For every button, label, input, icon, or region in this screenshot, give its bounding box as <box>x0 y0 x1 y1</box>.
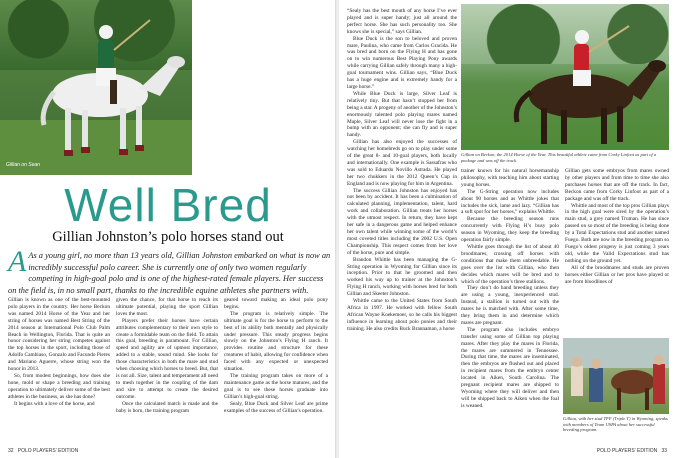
paragraph: Whittle goes through the list of about 40 broodmares, crossing off horses with conditions that make them unbreedable. He goes over the list with Gillian, who then decides which mares will be bred and to which of the operation’s three stallions. <box>461 243 559 285</box>
right-publication-name: POLO PLAYERS’ EDITION <box>596 448 658 454</box>
paragraph: “Sealy has the best mouth of any horse I’ve ever played and is super handy; just all around the perfect horse. She has such personality too. She knows she is special,” says Gillian. <box>347 8 457 35</box>
paragraph: Whittle and most of the top pros Gillian plays in the high goal were sired by the operation’s main stud, a grey named Truman. He has since passed on so most of the breeding is being done by a Total Expectations stud and another named Fuego. Both are now in the breeding program so Fuego’s oldest progeny is just coming 3 years old, while the Valid Expectations stud has nothing on the ground yet. <box>565 202 669 264</box>
paragraph: Whittle came to the United States from South Africa in 1997. He worked with fellow South African Wayne Koekemoer, so he calls his biggest influence in learning about polo ponies and their training. He also credits Buck Brannaman, a horse <box>347 298 457 332</box>
right-column-2 <box>461 168 559 410</box>
paragraph: given the chance, for that horse to reach its ultimate potential, playing the sport Gillian loves the most. <box>116 297 218 317</box>
drop-cap: A <box>8 245 27 278</box>
paragraph: The G-String operation now includes about 90 horses and as Whittle jokes that includes the sick, lame and lazy. “Gillian has a soft spot for her horses,” explains Whittle. <box>461 188 559 216</box>
article-subhead: Gillian Johnston’s polo horses stand out <box>52 229 284 245</box>
hero-photo <box>0 0 192 175</box>
paragraph: Once the calculated match is made and the baby is born, the training program <box>116 400 218 414</box>
left-column-2 <box>116 297 218 414</box>
right-page-number: 33 <box>661 448 667 454</box>
paragraph: The program is relatively simple. The ultimate goal is for the horse to perform to the best of its ability both mentally and physically under pressure. This steady progress begins slowly on the Johnston’s Flying H ranch. It provides routine and structure for these creatures of habit, allowing for confidence when faced with any expected or unexpected situation. <box>224 310 328 373</box>
paragraph: The training program takes on more of a maintenance game as the horse matures, and the goal is to see these horses graduate into Gillian’s high-goal string. <box>224 372 328 400</box>
beckon-photo <box>461 4 669 150</box>
paragraph: While Blue Duck is large, Silver Leaf is relatively tiny. But that hasn’t stopped her from being a star. A progeny of another of the Johnston’s enormously talented polo playing mares named Maple, Silver Leaf will never lose the fight in a bump with an opponent; she can fly and is super handy. <box>347 90 457 139</box>
paragraph: Because the breeding season runs concurrently with Flying H’s busy polo season in Wyoming, they keep the breeding operation fairly simple. <box>461 216 559 244</box>
paragraph: Gillian gets some embryos from mares owned by other players and from time to time she also purchases horses that are off the track. In fact, Beckon came from Corky Linfoot as part of a package and was off the track. <box>565 168 669 202</box>
paragraph: They don’t do hand breeding unless they are using a young, inexperienced stud. Instead, a stallion is turned out with the mares he is matched with. After some time, they bring them in and determine which mares are pregnant. <box>461 285 559 326</box>
left-column-1 <box>8 297 110 414</box>
right-column-3 <box>565 168 669 333</box>
paragraph: Gillian has also enjoyed the successes of watching her homebreds go on to play under some of the great 8- and 10-goal players, both locally and internationally. One example is Sassafras who was sold to Eduardo Novillo Astrada. He played her two chukkers in the 2012 Queen’s Cup in England and is now playing for him in Argentina. <box>347 139 457 187</box>
stud-photo <box>563 338 669 414</box>
right-page <box>339 0 675 458</box>
article-deck <box>8 245 332 296</box>
left-page-number: 32 <box>8 448 14 454</box>
paragraph: It begins with a love of the horse, and <box>14 400 95 407</box>
left-column-3 <box>224 297 328 414</box>
paragraph: Brandon Whittle has been managing the G-String operation in Wyoming for Gillian since its inception. Prior to that he groomed and then worked his way up to trainer at the Johnston’s Flying H ranch, working with horses bred for both Gillian and Skeeter Johnston. <box>347 256 457 298</box>
paragraph: Blue Duck is the son to beloved and proven mare, Paulina, who came from Carlos Gracida. He was bred and born on the Flying H and has gone on to win numerous Best Playing Pony awards while carrying Gillian safely through many a high-goal tournament wins. Gillian says, “Blue Duck has a huge engine and is extremely handy for a large horse.” <box>347 35 457 90</box>
right-body-column-1 <box>347 8 457 333</box>
left-body-columns <box>8 297 330 414</box>
left-folio <box>8 448 78 454</box>
paragraph: Players prefer their horses have certain attributes complementary to their own style to create a formidable team on the field. To attain this goal, breeding is paramount. For Gillian, speed and agility are of upmost importance, added to a stable, sound mind. She looks for those characteristics in both the mare and stud when choosing which horses to breed. But, that is not all. Size, talent and temperament all need to mesh together in the coupling of the dam and sire to attempt to create the desired outcome. <box>116 317 218 400</box>
paragraph: Gillian is known as one of the best-mounted polo players in the country. Her horse Beckon was named 2014 Horse of the Year and her string of horses was named Best String of the 2014 season at International Polo Club Palm Beach in Wellington, Florida. That is quite an honor considering her string competes against the top horses in the sport, including those of Adolfo Cambiaso, Gonzalo and Facundo Pieres and Mariano Aguerre, whose string won the honor in 2013. <box>8 297 110 373</box>
paragraph: The program also includes embryo transfer using some of Gillian top playing mares. After they play the mares in Florida, the mares are summered in Tennessee. During that time, the mares are inseminated, then the embryos are flushed out and placed in recipient mares from the embryo center located in Aiken, South Carolina. The pregnant recipient mares are shipped to Wyoming where they will deliver and then will be shipped back to Aiken when the foal is weaned. <box>461 326 559 409</box>
right-column-1 <box>347 8 457 333</box>
bottom-photo-caption: Gillian, with her stud TFF (Triple T) in Wyoming, speaks with members of Team USPA about her successful breeding program. <box>563 416 668 433</box>
paragraph: The success Gillian Johnston has enjoyed has not been by accident. It has been a culmination of calculated planning, implementation, talent, hard work and collaboration. Gillian treats her horses with the utmost respect. In return, they have kept her safe in a dangerous game and helped enhance her own talent while winning some of the world’s most coveted titles including the 2002 U.S. Open Championship. This respect comes from her love of the horse, pure and simple. <box>347 187 457 256</box>
left-publication-name: POLO PLAYERS’ EDITION <box>17 448 79 454</box>
people-with-stallion-illustration <box>563 338 669 414</box>
top-photo-caption: Gillian on Beckon, the 2014 Horse of the Year. This beautiful athlete came from Corky Linfoot as part of a package and was off the track. <box>461 152 657 163</box>
horse-rider-illustration <box>461 4 669 150</box>
right-folio <box>597 448 667 454</box>
article-headline: Well Bred <box>64 179 272 231</box>
paragraph: All of the broodmares and studs are proven horses either Gillian or her pros have played or are from bloodlines of <box>565 264 669 285</box>
paragraph: geared toward making an ideal polo pony begins. <box>224 297 328 310</box>
paragraph: So, from modest beginnings, how does she hone, mold or shape a breeding and training operation to ultimately deliver some of the best athletes in the business, as she has done? <box>8 372 110 400</box>
paragraph: Sealy, Blue Duck and Silver Leaf are prime examples of the success of Gillian’s operation. <box>224 400 328 414</box>
hero-caption: Gillian on Sean <box>6 162 40 168</box>
left-page <box>0 0 336 458</box>
paragraph: trainer known for his natural horsemanship philosophy, with teaching him about starting young horses. <box>461 168 559 188</box>
polo-horse-rider-illustration <box>0 0 192 175</box>
deck-text: As a young girl, no more than 13 years old, Gillian Johnston embarked on what is now an incredibly successful polo career. She is currently one of only two women regularly competing in high-goal polo and is one of the highest-rated female players. Her success on the field is, in no small part, thanks to the incredible equine athletes she partners with. <box>8 251 331 295</box>
